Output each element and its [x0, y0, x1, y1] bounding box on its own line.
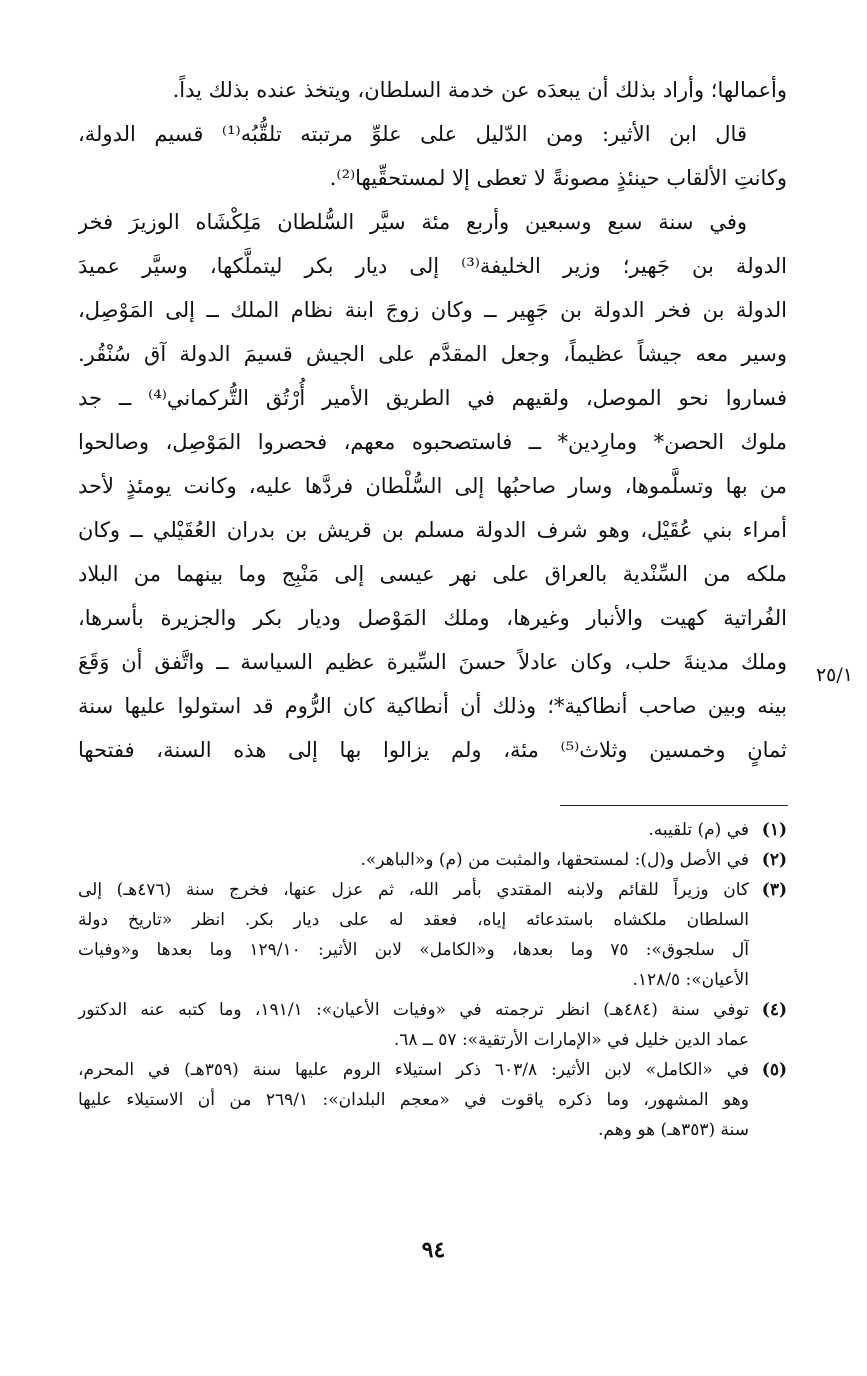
footnote-4 [78, 995, 787, 1055]
text-line: ملوك الحصن* ومارِدين* ــ فاستصحبوه معهم، فحصروا المَوْصِل، وصالحوا [78, 430, 787, 454]
footnote-number: (٢) [761, 850, 787, 870]
footnote-line: في الأصل و(ل): لمستحقها، والمثبت من (م) و«الباهر». [360, 850, 749, 870]
footnote-line: وهو المشهور، وما ذكره ياقوت في «معجم البلدان»: ٢٦٩/١ من أن الاستيلاء عليها [78, 1090, 749, 1110]
footnote-number: (١) [761, 820, 787, 840]
footnote-5 [78, 1055, 787, 1145]
footnote-line: في (م) تلقيبه. [648, 820, 749, 840]
text-line: أمراء بني عُقَيْل، وهو شرف الدولة مسلم بن قريش بن بدران العُقَيْلي ــ وكان [78, 518, 787, 542]
footnote-line: عماد الدين خليل في «الإمارات الأرتقية»: ٥٧ ــ ٦٨. [393, 1030, 749, 1050]
footnote-line: كان وزيراً للقائم ولابنه المقتدي بأمر الله، ثم عزل عنها، فخرج سنة (٤٧٦هـ) إلى [78, 880, 749, 900]
footnote-number: (٣) [761, 880, 787, 900]
footnote-2 [78, 845, 787, 875]
footnote-number: (٤) [761, 1000, 787, 1020]
text-line: وكانتِ الألقاب حينئذٍ مصونةً لا تعطى إلا لمستحقِّيها⁽²⁾. [329, 166, 787, 190]
text-line: من بها وتسلَّموها، وسار صاحبُها إلى السُّلْطان فردَّها عليه، وكانت يومئذٍ لأحد [78, 474, 787, 498]
text-line: فساروا نحو الموصل، ولقيهم في الطريق الأمير أُرْتُق التُّركماني⁽⁴⁾ ــ جد [78, 386, 787, 410]
text-line: الدولة بن جَهير؛ وزير الخليفة⁽³⁾ إلى ديار بكر ليتملَّكها، وسيَّر عميدَ [78, 254, 787, 278]
text-line: وأعمالها؛ وأراد بذلك أن يبعدَه عن خدمة السلطان، ويتخذ عنده بذلك يداً. [172, 78, 787, 102]
text-line: الفُراتية كهيت والأنبار وغيرها، وملك المَوْصل وديار بكر والجزيرة بأسرها، [78, 606, 787, 630]
footnote-separator [560, 805, 788, 806]
footnote-number: (٥) [761, 1060, 787, 1080]
margin-note: ٢٥/١ [815, 664, 853, 686]
footnote-line: السلطان ملكشاه باستدعائه إياه، فعقد له على ديار بكر. انظر «تاريخ دولة [78, 910, 749, 930]
main-text [78, 68, 787, 772]
footnotes [78, 815, 787, 1145]
footnote-1 [78, 815, 787, 845]
text-line: قال ابن الأثير: ومن الدّليل على علوِّ مرتبته تلقُّبُه⁽¹⁾ قسيم الدولة، [78, 122, 747, 146]
text-line: الدولة بن فخر الدولة بن جَهِير ــ وكان زوجَ ابنة نظام الملك ــ إلى المَوْصِل، [78, 298, 787, 322]
footnote-line: توفي سنة (٤٨٤هـ) انظر ترجمته في «وفيات الأعيان»: ١٩١/١، وما كتبه عنه الدكتور [78, 1000, 749, 1020]
footnote-line: سنة (٣٥٣هـ) هو وهم. [598, 1120, 749, 1140]
page-number: ٩٤ [421, 1237, 446, 1263]
footnote-line: الأعيان»: ١٢٨/٥. [632, 970, 749, 990]
text-line: وسير معه جيشاً عظيماً، وجعل المقدَّم على الجيش قسيمَ الدولة آق سُنْقُر. [78, 342, 787, 366]
text-line: وفي سنة سبع وسبعين وأربع مئة سيَّر السُّلطان مَلِكْشَاه الوزيرَ فخر [78, 210, 747, 234]
text-line: ملكه من السِّنْدية بالعراق على نهر عيسى إلى مَنْبِج وما بينهما من البلاد [78, 562, 787, 586]
footnote-3 [78, 875, 787, 995]
footnote-line: في «الكامل» لابن الأثير: ٦٠٣/٨ ذكر استيلاء الروم عليها سنة (٣٥٩هـ) في المحرم، [78, 1060, 749, 1080]
text-line: ثمانٍ وخمسين وثلاث⁽⁵⁾ مئة، ولم يزالوا بها إلى هذه السنة، ففتحها [78, 738, 787, 762]
footnote-line: آل سلجوق»: ٧٥ وما بعدها، و«الكامل» لابن الأثير: ١٢٩/١٠ وما بعدها و«وفيات [78, 940, 749, 960]
text-line: بينه وبين صاحب أنطاكية*؛ وذلك أن أنطاكية كان الرُّوم قد استولوا عليها سنة [78, 694, 787, 718]
text-line: وملك مدينةَ حلب، وكان عادلاً حسنَ السِّيرة عظيم السياسة ــ واتَّفق أن وَقَعَ [78, 650, 787, 674]
